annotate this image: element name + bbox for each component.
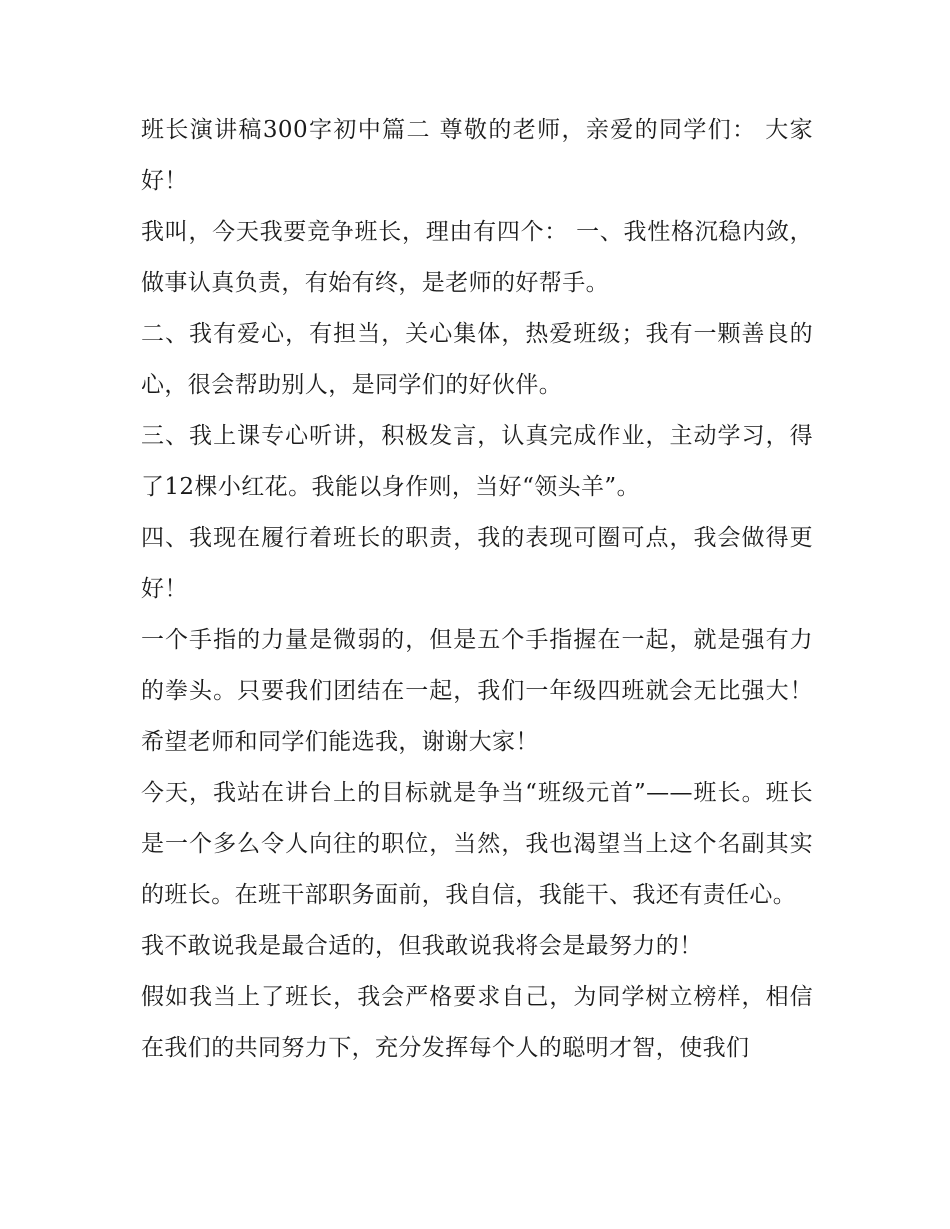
- paragraph-reason-one: 我叫，今天我要竞争班长，理由有四个： 一、我性格沉稳内敛，做事认真负责，有始有终，是老师的好帮手。: [141, 219, 813, 296]
- paragraph-title-greeting: 班长演讲稿300字初中篇二 尊敬的老师，亲爱的同学们： 大家好！: [141, 117, 813, 194]
- paragraph-reason-four: 四、我现在履行着班长的职责，我的表现可圈可点，我会做得更好！: [141, 525, 813, 602]
- paragraph-promise: 假如我当上了班长，我会严格要求自己，为同学树立榜样，相信在我们的共同努力下，充分发挥每个人的聪明才智，使我们: [141, 984, 813, 1061]
- paragraph-goal: 今天，我站在讲台上的目标就是争当“班级元首”——班长。班长是一个多么令人向往的职位，当然，我也渴望当上这个名副其实的班长。在班干部职务面前，我自信，我能干、我还有责任心。: [141, 780, 813, 908]
- document-body: [141, 105, 813, 1074]
- paragraph-effort: 我不敢说我是最合适的，但我敢说我将会是最努力的！: [141, 933, 703, 959]
- paragraph-reason-two: 二、我有爱心，有担当，关心集体，热爱班级；我有一颗善良的心，很会帮助别人，是同学们的好伙伴。: [141, 321, 813, 398]
- paragraph-unity: 一个手指的力量是微弱的，但是五个手指握在一起，就是强有力的拳头。只要我们团结在一起，我们一年级四班就会无比强大！ 希望老师和同学们能选我，谢谢大家！: [141, 627, 813, 755]
- paragraph-reason-three: 三、我上课专心听讲，积极发言，认真完成作业，主动学习，得了12棵小红花。我能以身作则，当好“领头羊”。: [141, 423, 813, 500]
